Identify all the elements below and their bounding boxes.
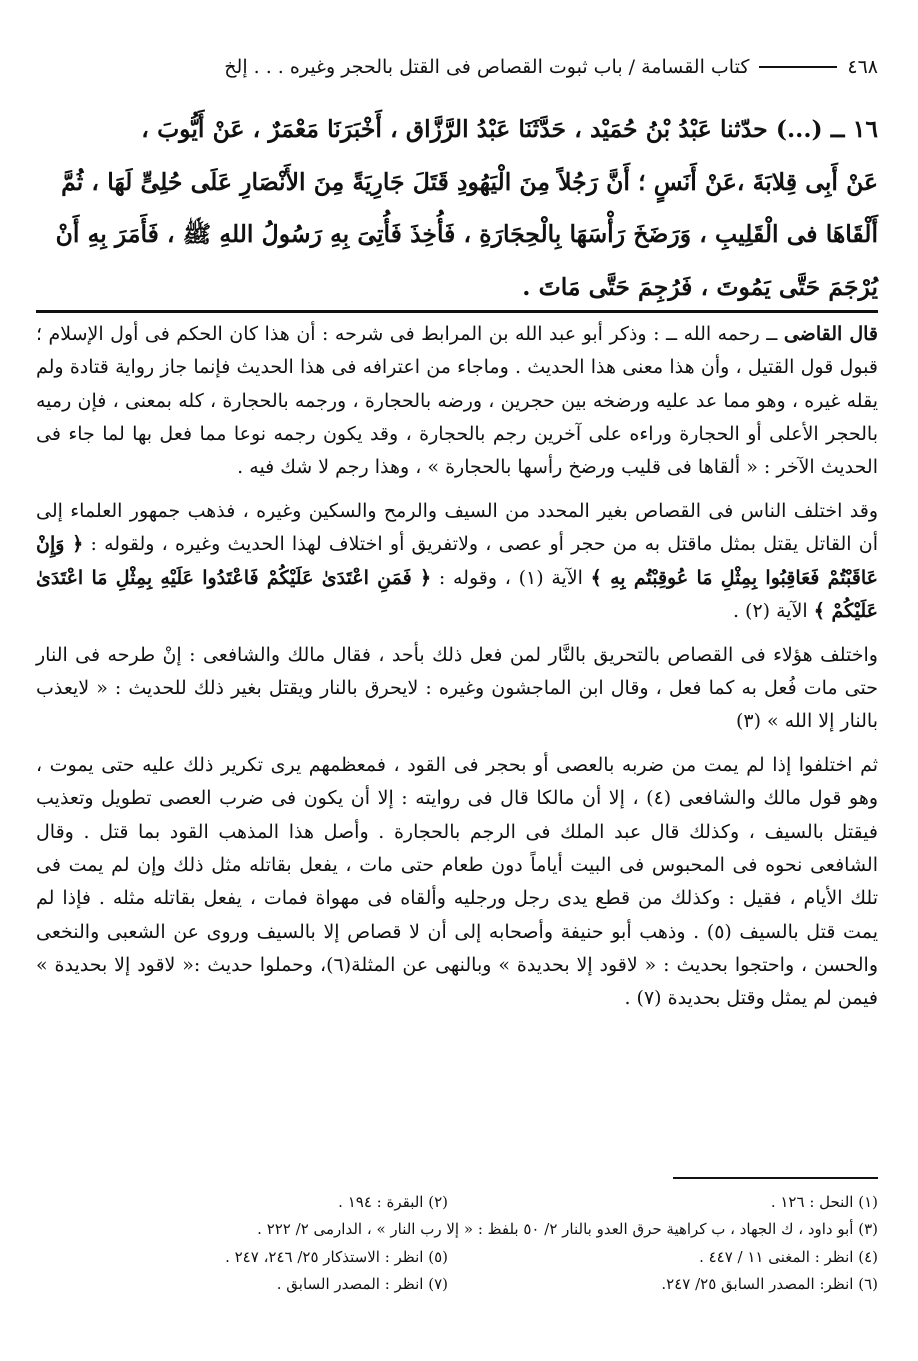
footnote-row xyxy=(36,1216,878,1243)
footnote-row xyxy=(36,1271,878,1298)
footnote-row xyxy=(36,1244,878,1271)
commentary-text: الرجم بالحجارة . وأصل هذا المذهب القود بما قتل . وقال الشافعى نحوه فى المحبوس فى xyxy=(36,820,878,876)
footnote: (٤) انظر : المغنى ١١ / ٤٤٧ . xyxy=(699,1247,878,1266)
commentary-text: اختلاف لهذا الحديث وغيره ، ولقوله : xyxy=(90,533,383,556)
header-title: كتاب القسامة / باب ثبوت القصاص فى القتل بالحجر وغيره . . . إلخ xyxy=(224,56,750,78)
commentary-paragraph-4 xyxy=(36,749,878,1015)
commentary-text: أن يكون فى ضرب العصى تطويل وتعذيب فيقتل بالسيف ، وكذلك قال عبد الملك فى xyxy=(36,787,878,843)
commentary-paragraph-2 xyxy=(36,495,878,628)
section-divider xyxy=(36,310,878,313)
footnote-divider xyxy=(673,1177,878,1179)
hadith-line: عَنْ أَبِى قِلابَةَ ،عَنْ أَنَسٍ ؛ أَنَّ رَجُلاً مِنَ الْيَهُودِ قَتَلَ جَارِيَةً مِنَ الأَنْصَارِ عَلَى حُلِىٍّ لَهَا ، ثُمَّ xyxy=(61,167,878,196)
commentary-lead: قال القاضى xyxy=(783,323,879,345)
hadith-line: يُرْجَمَ حَتَّى يَمُوتَ ، فَرُجِمَ حَتَّى مَاتَ . xyxy=(522,272,878,301)
footnote: (٣) أبو داود ، ك الجهاد ، ب كراهية حرق العدو بالنار ٢/ ٥٠ بلفظ : « إلا رب النار » ، الدارمى ٢/ ٢٢٢ . xyxy=(257,1220,878,1239)
commentary xyxy=(36,318,878,1015)
footnote: (٧) انظر : المصدر السابق . xyxy=(276,1274,448,1293)
commentary-text: اعترافه فى هذا الحديث فإنما جاز رواية قتادة ولم يقله غيره ، وهو مما عد عليه ورضخه بين xyxy=(36,356,878,412)
footnote: (١) النحل : ١٢٦ . xyxy=(770,1193,878,1211)
commentary-text: ذلك عليه حتى يموت ، وهو قول مالك والشافعى (٤) ، إلا أن مالكا قال فى روايته : إلا xyxy=(36,754,879,810)
hadith-line: ١٦ ــ (...) حدّثنا عَبْدُ بْنُ حُمَيْد ، حَدَّثَنَا عَبْدُ الرَّزَّاق ، أَخْبَرَنَا مَعْمَرٌ ، عَنْ أَيُّوبَ ، xyxy=(141,115,878,143)
footnote-ref-text: الآية (٢) . xyxy=(732,599,808,622)
commentary-text: الحجارة وراءه على آخرين رجم بالحجارة ، وقد يكون رجمه نوعا مما فعل بها لما جاء فى xyxy=(36,422,740,445)
running-header xyxy=(36,56,878,78)
footnote: (٦) انظر: المصدر السابق ٢٥/ ٢٤٧. xyxy=(661,1274,878,1293)
commentary-text: والشافعى : إنْ طرحه فى النار حتى مات فُعل به كما فعل ، وقال ابن الماجشون وغيره : xyxy=(36,643,878,699)
commentary-text: عن الشعبى والنخعى والحسن ، واحتجوا بحديث : « لاقود إلا بحديدة » وبالنهى عن xyxy=(36,920,878,976)
commentary-text: حجرين ، ورضه بالحجارة ، ورجمه بالحجارة ، كله بمعنى ، فإن رميه بالحجر الأعلى أو xyxy=(36,389,878,445)
commentary-text: ثم اختلفوا إذا لم يمت من ضربه بالعصى أو بحجر فى القود ، فمعظمهم يرى تكرير xyxy=(221,754,879,777)
commentary-text: واختلف هؤلاء فى القصاص بالتحريق بالنَّار لمن فعل ذلك بأحد ، فقال مالك xyxy=(287,643,878,666)
commentary-text: فذهب جمهور العلماء إلى أن القاتل يقتل بمثل ماقتل به من حجر أو عصى ، ولاتفريق أو xyxy=(36,499,879,556)
commentary-text: وقد اختلف الناس فى القصاص بغير المحدد من السيف والرمح والسكين وغيره ، xyxy=(242,499,878,522)
commentary-text: المثلة(٦)، وحملوا حديث :« لاقود إلا بحديدة » فيمن لم يمثل وقتل بحديدة (٧) . xyxy=(36,953,878,1010)
page-number-group xyxy=(224,56,878,78)
commentary-text: لايحرق بالنار ويقتل بغير ذلك للحديث : « لايعذب بالنار إلا الله » (٣) xyxy=(36,676,878,733)
commentary-text: الحديث الآخر : « ألقاها فى قليب ورضخ رأسها بالحجارة » ، وهذا رجم لا شك فيه . xyxy=(237,456,878,479)
footnote: (٢) البقرة : ١٩٤ . xyxy=(338,1193,448,1211)
commentary-paragraph-3 xyxy=(36,639,878,739)
commentary-paragraph-1 xyxy=(36,318,878,484)
footnote-row xyxy=(36,1189,878,1216)
footnotes xyxy=(36,1189,878,1298)
footnote-ref-text: الآية (١) ، xyxy=(504,566,583,589)
commentary-text: وقوله : xyxy=(438,566,498,589)
page-number: ٤٦٨ xyxy=(847,56,878,78)
header-dash xyxy=(759,66,837,68)
quran-verse: ﴿ وَإِنْ عَاقَبْتُمْ فَعَاقِبُوا بِمِثْلِ مَا عُوقِبْتُم بِهِ ﴾ xyxy=(36,533,878,589)
footnote: (٥) انظر : الاستذكار ٢٥/ ٢٤٦، ٢٤٧ . xyxy=(225,1247,448,1266)
commentary-text: ــ رحمه الله ــ : وذكر أبو عبد الله بن المرابط فى شرحه : أن هذا كان xyxy=(229,323,778,345)
hadith-text xyxy=(36,103,878,313)
quran-verse: ﴿ فَمَنِ اعْتَدَىٰ عَلَيْكُمْ فَاعْتَدُوا عَلَيْهِ بِمِثْلِ مَا اعْتَدَىٰ عَلَيْكُمْ ﴾ xyxy=(36,566,878,622)
commentary-text: البيت أياماً دون طعام حتى مات ، يفعل بقاتله مثل ذلك وإن لم يمت فى تلك الأيام ، xyxy=(36,853,878,910)
commentary-text: لم يمت قتل بالسيف (٥) . وذهب أبو حنيفة وأصحابه إلى أن لا قصاص إلا بالسيف وروى xyxy=(36,887,878,943)
commentary-text: فقيل : وكذلك من قطع يدى رجل ورجليه وألقاه فى مهواة فمات ، يفعل بقاتله مثله . فإذا xyxy=(62,887,782,910)
commentary-text: الحكم فى أول الإسلام ؛ قبول قول القتيل ، وأن هذا معنى هذا الحديث . وماجاء من xyxy=(36,323,878,379)
hadith-line: أَلْقَاهَا فى الْقَلِيبِ ، وَرَضَخَ رَأْسَهَا بِالْحِجَارَةِ ، فَأُخِذَ فَأُتِىَ بِهِ رَسُولُ اللهِ ﷺ ، فَأَمَرَ بِهِ أَنْ xyxy=(55,220,878,248)
